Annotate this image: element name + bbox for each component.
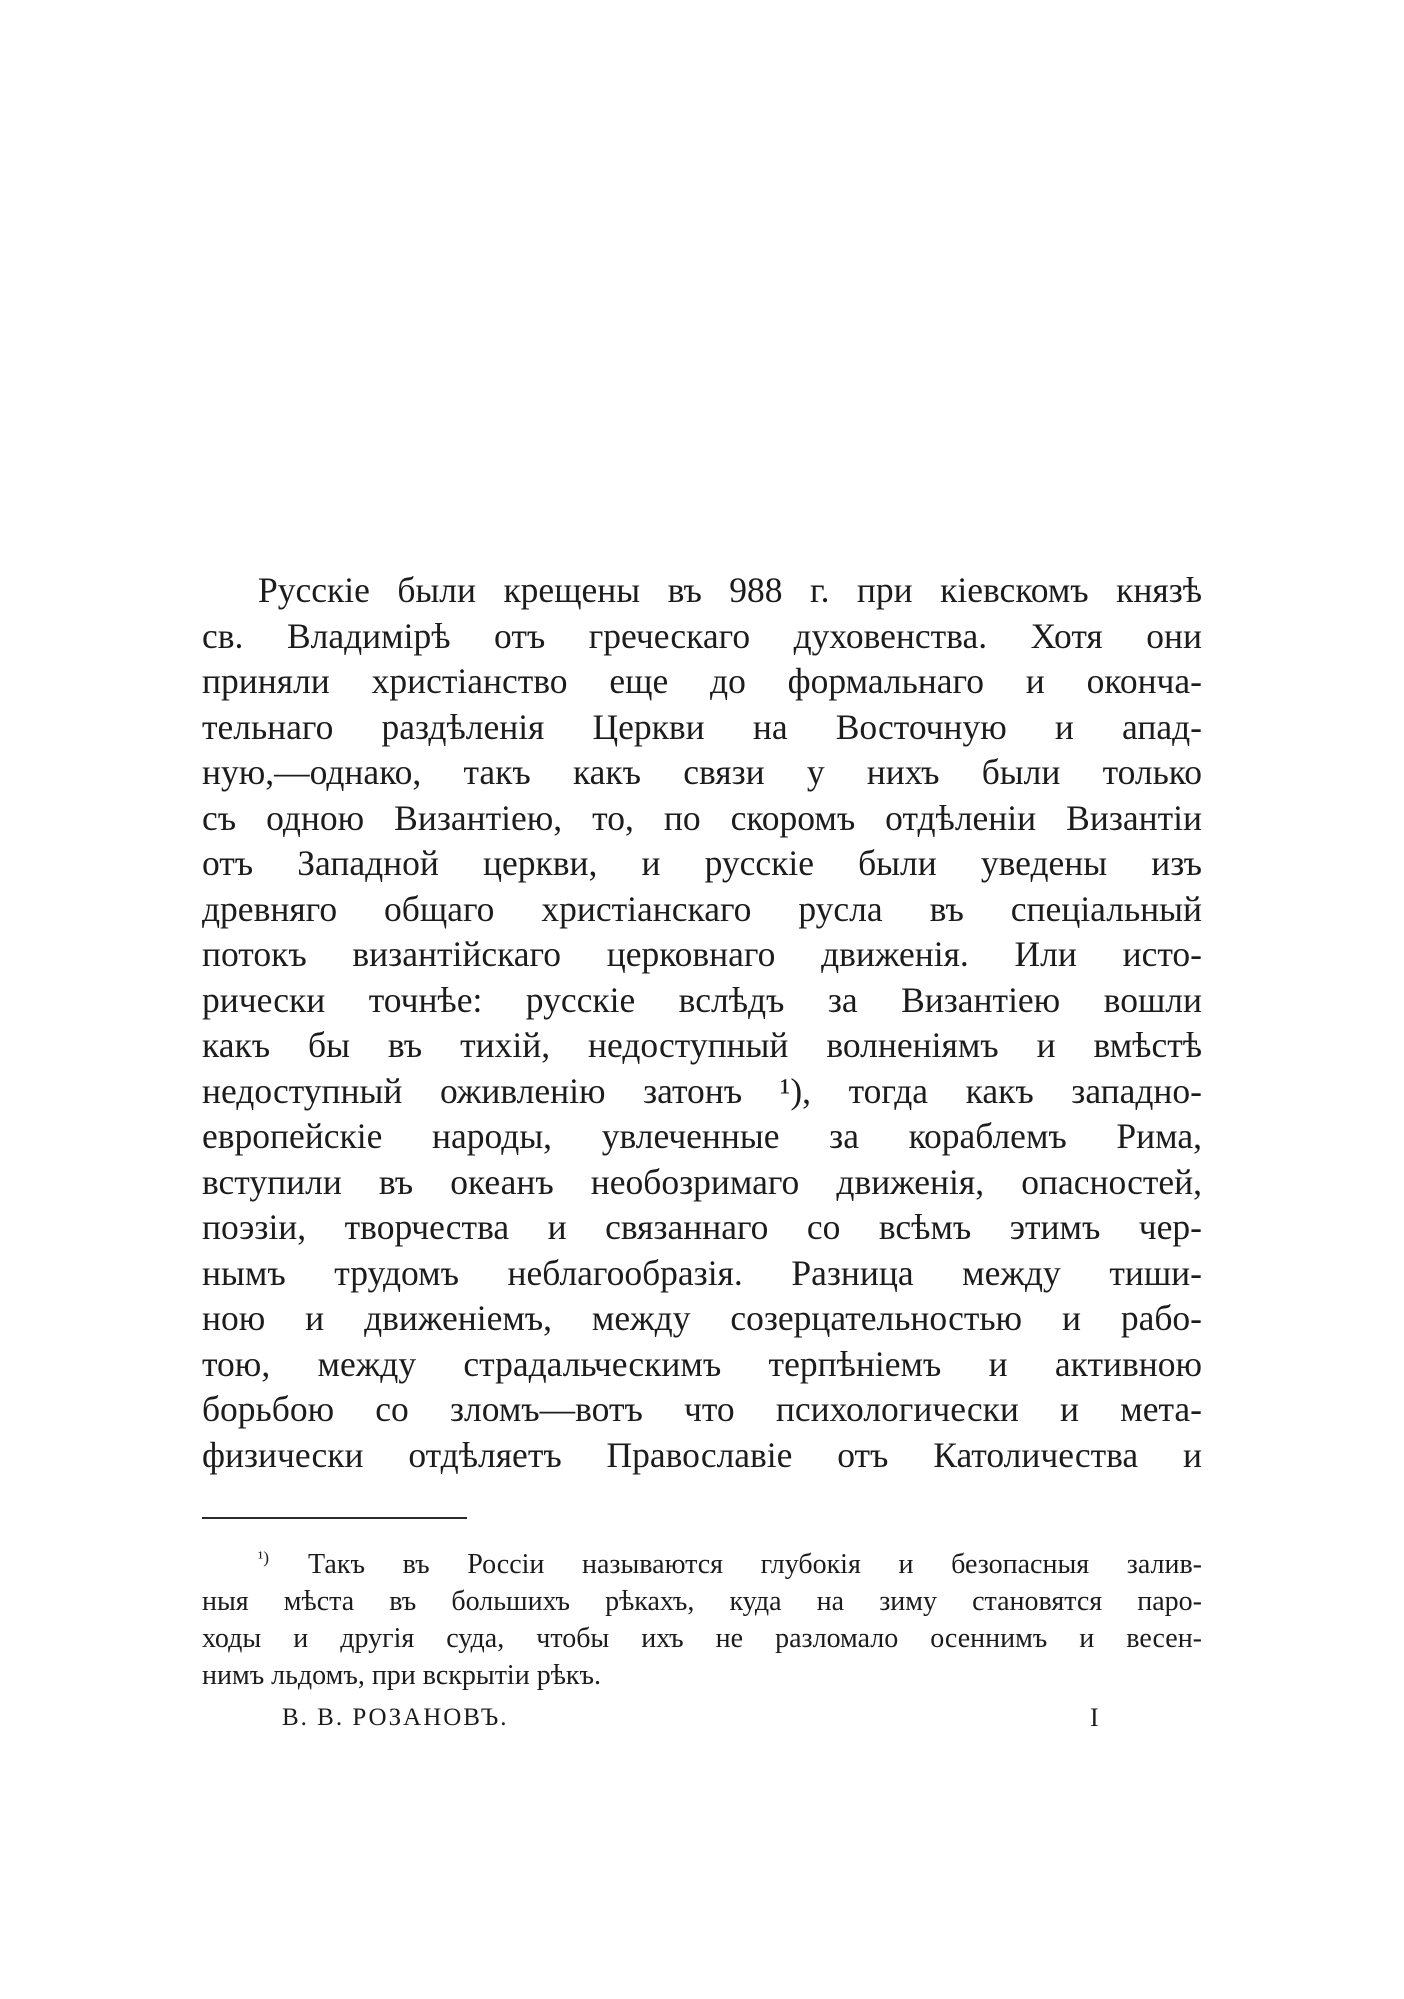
main-text	[202, 568, 1202, 1478]
footnote-marker: ¹)	[258, 1548, 269, 1568]
text-line: поэзіи, творчества и связаннаго со всѣмъ этимъ чер-	[202, 1207, 1202, 1247]
sheet-number: I	[1090, 1703, 1099, 1732]
footnote-divider	[202, 1517, 467, 1519]
author-signature: В. В. РОЗАНОВЪ.	[282, 1704, 509, 1731]
text-line: ную,—однако, такъ какъ связи у нихъ были только	[202, 752, 1202, 792]
footnote-line: нимъ льдомъ, при вскрытіи рѣкъ.	[202, 1660, 601, 1691]
text-line: вступили въ океанъ необозримаго движенія, опасностей,	[202, 1161, 1202, 1202]
text-line: древняго общаго христіанскаго русла въ спеціальный	[202, 888, 1202, 929]
text-line: съ одною Византіею, то, по скоромъ отдѣленіи Византіи	[202, 797, 1202, 838]
footnote-line: ходы и другія суда, чтобы ихъ не разломало осеннимъ и весен-	[202, 1623, 1202, 1654]
footnote-line: ныя мѣста въ большихъ рѣкахъ, куда на зиму становятся паро-	[202, 1586, 1202, 1617]
text-line: ною и движеніемъ, между созерцательностью и рабо-	[202, 1298, 1202, 1338]
text-line: тою, между страдальческимъ терпѣніемъ и активною	[202, 1343, 1202, 1384]
text-line: борьбою со зломъ—вотъ что психологически и мета-	[202, 1389, 1202, 1429]
text-line: рически точнѣе: русскіе вслѣдъ за Византіею вошли	[202, 979, 1202, 1020]
text-line: приняли христіанство еще до формальнаго и оконча-	[202, 661, 1202, 701]
text-line: какъ бы въ тихій, недоступный волненіямъ и вмѣстѣ	[202, 1025, 1202, 1065]
footnote-line	[202, 1546, 1202, 1583]
text-line: нымъ трудомъ неблагообразія. Разница между тиши-	[202, 1252, 1202, 1293]
text-line: европейскіе народы, увлеченные за кораблемъ Рима,	[202, 1116, 1202, 1156]
text-line: отъ Западной церкви, и русскіе были уведены изъ	[202, 843, 1202, 883]
text-line: св. Владимірѣ отъ греческаго духовенства. Хотя они	[202, 615, 1202, 656]
text-line: недоступный оживленію затонъ ¹), тогда какъ западно-	[202, 1070, 1202, 1111]
text-line: тельнаго раздѣленія Церкви на Восточную и апад-	[202, 706, 1202, 747]
text-line: потокъ византійскаго церковнаго движенія. Или исто-	[202, 934, 1202, 974]
text-line: Русскіе были крещены въ 988 г. при кіевскомъ князѣ	[258, 570, 1202, 610]
text-line: физически отдѣляетъ Православіе отъ Католичества и	[202, 1434, 1202, 1475]
footnote-text: Такъ въ Россіи называются глубокія и безопасныя залив-	[308, 1549, 1203, 1580]
footnote	[202, 1546, 1202, 1694]
